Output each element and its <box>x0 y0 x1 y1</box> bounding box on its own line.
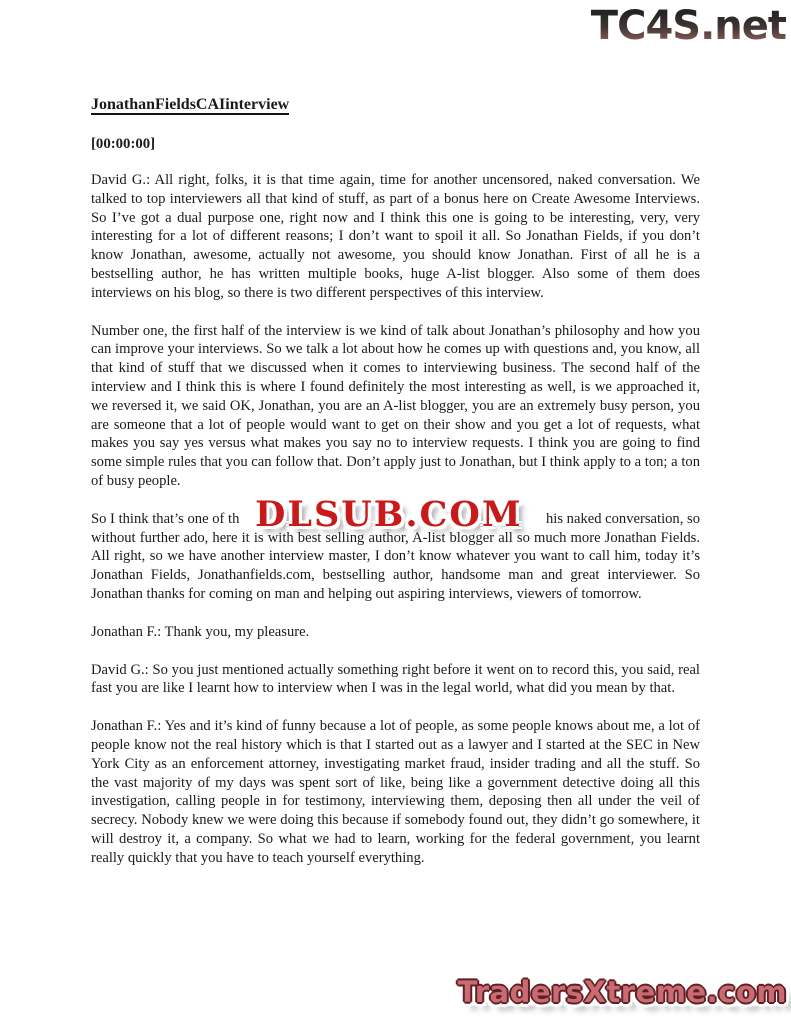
transcript-body <box>91 95 700 887</box>
dlsub-watermark: DLSUB.COM <box>255 493 523 535</box>
tradersxtreme-watermark: TradersXtreme.com <box>457 975 787 1009</box>
tc4s-logo: TC4S.net <box>590 3 786 49</box>
obscured-line-suffix: his naked conversation, so <box>545 510 700 527</box>
transcript-paragraph: Jonathan F.: Thank you, my pleasure. <box>91 623 310 640</box>
obscured-line-prefix: So I think that’s one of th <box>91 510 240 527</box>
obscured-text-line <box>91 493 700 535</box>
transcript-paragraph: Jonathan F.: Yes and it’s kind of funny because a lot of people, as some people knows about me, a lot of people know not the real history which is that I started out as a lawyer and I started at the SEC in New York City as an enforcement attorney, investigating market fraud, insider trading and all the stuff. So the vast majority of my days was spent sort of like, being like a government detective doing all this investigation, calling people in for testimony, interviewing them, deposing then all under the veil of secrecy. Nobody knew we were doing this because if somebody found out, they didn’t go somewhere, it will destroy it, a company. So what we had to learn, working for the federal government, you learnt really quickly that you have to teach yourself everything. <box>91 718 700 866</box>
page-title-text: JonathanFieldsCAIinterview <box>91 96 290 113</box>
page-title <box>91 95 700 115</box>
timecode-label: [00:00:00] <box>91 136 156 152</box>
transcript-paragraph: David G.: All right, folks, it is that time again, time for another uncensored, naked conversation. We talked to top interviewers all that kind of stuff, as part of a bonus here on Create Awesome Interviews. So I’ve got a dual purpose one, right now and I think this one is going to be interesting, very, very interesting for a lot of different reasons; I don’t want to spoil it all. So Jonathan Fields, if you don’t know Jonathan, awesome, actually not awesome, you should know Jonathan. First of all he is a bestselling author, he has written multiple books, huge A-list blogger. Also some of them does interviews on his blog, so there is two different perspectives of this interview. <box>91 172 700 301</box>
transcript-paragraph: without further ado, here it is with best selling author, A-list blogger all so much more Jonathan Fields. All right, so we have another interview master, I don’t know whatever you want to call him, today it’s Jonathan Fields, Jonathanfields.com, bestselling author, handsome man and great interviewer. So Jonathan thanks for coming on man and helping out aspiring interviews, viewers of tomorrow. <box>91 529 700 602</box>
transcript-paragraph: Number one, the first half of the interview is we kind of talk about Jonathan’s philosophy and how you can improve your interviews. So we talk a lot about how he comes up with questions and, you know, all that kind of stuff that we discussed when it comes to interviewing business. The second half of the interview and I think this is where I found definitely the most interesting as well, is we approached it, we reversed it, we said OK, Jonathan, you are an A-list blogger, you are an extremely busy person, you are someone that a lot of people would want to get on their show and you get a lot of requests, what makes you say yes versus what makes you say no to interview requests. I think you are going to find some simple rules that you can follow that. Don’t apply just to Jonathan, but I think apply to a ton; a ton of busy people. <box>91 322 700 489</box>
transcript-paragraph: David G.: So you just mentioned actually something right before it went on to record this, you said, real fast you are like I learnt how to interview when I was in the legal world, what did you mean by that. <box>91 661 700 697</box>
